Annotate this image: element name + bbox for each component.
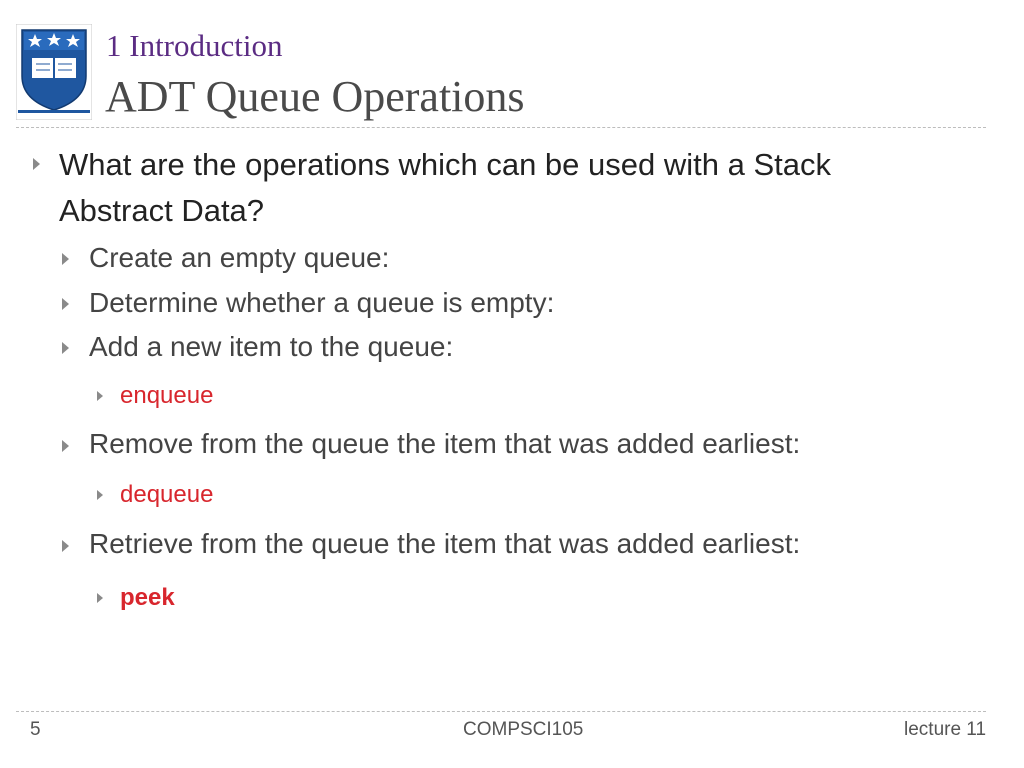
bullet-icon (97, 490, 103, 500)
bullet-icon (97, 391, 103, 401)
dequeue-keyword: dequeue (120, 481, 214, 508)
university-crest-icon (16, 24, 92, 120)
main-question-line2: Abstract Data? (59, 193, 265, 228)
bullet-icon (62, 440, 69, 452)
bullet-icon (62, 540, 69, 552)
slide-title: ADT Queue Operations (105, 72, 525, 121)
retrieve-item-item: Retrieve from the queue the item that was added earliest: (89, 528, 801, 559)
course-code: COMPSCI105 (463, 719, 584, 740)
section-subtitle: 1 Introduction (106, 28, 283, 63)
add-item-item: Add a new item to the queue: (89, 331, 454, 362)
footer-divider (16, 711, 986, 712)
bullet-icon (62, 253, 69, 265)
bullet-icon (62, 342, 69, 354)
is-empty-item: Determine whether a queue is empty: (89, 287, 555, 318)
bullet-icon (62, 298, 69, 310)
peek-keyword: peek (120, 584, 175, 611)
bullet-icon (97, 593, 103, 603)
lecture-label: lecture 11 (904, 719, 987, 740)
create-queue-item: Create an empty queue: (89, 242, 390, 273)
remove-item-item: Remove from the queue the item that was added earliest: (89, 428, 801, 459)
university-logo (16, 24, 92, 120)
enqueue-keyword: enqueue (120, 382, 214, 409)
header-divider (16, 127, 986, 128)
page-number: 5 (30, 719, 41, 740)
bullet-icon (33, 158, 40, 170)
main-question-line1: What are the operations which can be used with a Stack (59, 147, 831, 182)
